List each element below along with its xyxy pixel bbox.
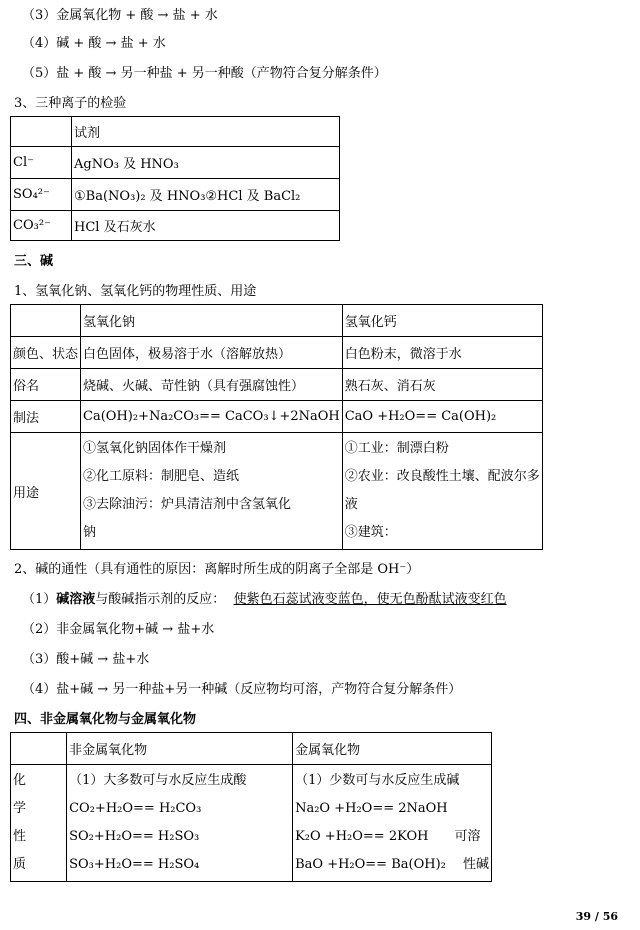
- naoh-name: 烧碱、火碱、苛性钠（具有强腐蚀性）: [81, 369, 343, 401]
- chapter-title-base: 三、碱: [14, 254, 54, 269]
- page-number: 39 / 56: [575, 910, 618, 923]
- caoh-use-line: 液: [344, 497, 358, 512]
- reagent-cl: AgNO₃ 及 HNO₃: [72, 147, 340, 179]
- header-reagent: 试剂: [72, 117, 340, 147]
- base-properties-table: [10, 304, 543, 550]
- general-item-3: （3）酸+碱 → 盐+水: [22, 652, 150, 667]
- bold-term: 碱溶液: [56, 592, 96, 607]
- ion-cl: Cl⁻: [11, 147, 72, 179]
- row-label-prep: 制法: [11, 401, 81, 433]
- section-title-base-props: 1、氢氧化钠、氢氧化钙的物理性质、用途: [14, 284, 257, 299]
- chapter-title-oxide: 四、非金属氧化物与金属氧化物: [14, 712, 197, 727]
- header-naoh: 氢氧化钠: [81, 305, 343, 337]
- caoh-color: 白色粉末，微溶于水: [342, 337, 542, 369]
- reagent-so4: ①Ba(NO₃)₂ 及 HNO₃②HCl 及 BaCl₂: [72, 179, 340, 211]
- section-title-ion-test: 3、三种离子的检验: [14, 96, 127, 111]
- list-item-3: （3）金属氧化物 + 酸 → 盐 + 水: [22, 8, 218, 23]
- row-label-name: 俗名: [11, 369, 81, 401]
- caoh-uses: [342, 433, 542, 550]
- general-item-4: （4）盐+碱 → 另一种盐+另一种碱（反应物均可溶，产物符合复分解条件）: [22, 682, 462, 697]
- caoh-use-line: ①工业：制漂白粉: [344, 441, 449, 456]
- reagent-co3: HCl 及石灰水: [72, 211, 340, 241]
- naoh-use-line: ③去除油污：炉具清洁剂中含氢氧化: [83, 497, 292, 512]
- underlined-answer: 使紫色石蕊试液变蓝色，使无色酚酞试液变红色: [233, 592, 507, 607]
- list-item-5: （5）盐 + 酸 → 另一种盐 + 另一种酸（产物符合复分解条件）: [22, 66, 387, 81]
- header-metal-oxide: 金属氧化物: [293, 733, 492, 765]
- header-nonmetal-oxide: 非金属氧化物: [67, 733, 293, 765]
- nonmetal-oxide-props: （1）大多数可与水反应生成酸 CO₂+H₂O== H₂CO₃ SO₂+H₂O== H₂SO₃ SO₃+H₂O== H₂SO₄: [67, 765, 293, 882]
- header-caoh: 氢氧化钙: [342, 305, 542, 337]
- general-item-2: （2）非金属氧化物+碱 → 盐+水: [22, 622, 215, 637]
- naoh-use-line: ②化工原料：制肥皂、造纸: [83, 469, 240, 484]
- ion-so4: SO₄²⁻: [11, 179, 72, 211]
- row-label-use: 用途: [11, 433, 81, 550]
- naoh-color: 白色固体，极易溶于水（溶解放热）: [81, 337, 343, 369]
- section-title-base-general: 2、碱的通性（具有通性的原因：离解时所生成的阴离子全部是 OH⁻）: [14, 562, 420, 577]
- naoh-use-line: 钠: [83, 525, 97, 540]
- naoh-use-line: ①氢氧化钠固体作干燥剂: [83, 441, 227, 456]
- row-label-chem-props: 化 学 性 质: [11, 765, 67, 882]
- caoh-name: 熟石灰、消石灰: [342, 369, 542, 401]
- caoh-use-line: ③建筑：: [344, 525, 397, 540]
- metal-oxide-props: （1）少数可与水反应生成碱 Na₂O +H₂O== 2NaOH K₂O +H₂O== 2KOH 可溶 BaO +H₂O== Ba(OH)₂ 性碱: [293, 765, 492, 882]
- row-label-color: 颜色、状态: [11, 337, 81, 369]
- caoh-prep: CaO +H₂O== Ca(OH)₂: [342, 401, 542, 433]
- ion-test-table: [10, 116, 340, 241]
- caoh-use-line: ②农业：改良酸性土壤、配波尔多: [344, 469, 540, 484]
- oxide-table: [10, 732, 492, 882]
- naoh-prep: Ca(OH)₂+Na₂CO₃== CaCO₃↓+2NaOH: [81, 401, 343, 433]
- general-item-1: （1）碱溶液与酸碱指示剂的反应： 使紫色石蕊试液变蓝色，使无色酚酞试液变红色: [22, 592, 507, 607]
- naoh-uses: [81, 433, 343, 550]
- ion-co3: CO₃²⁻: [11, 211, 72, 241]
- list-item-4: （4）碱 + 酸 → 盐 + 水: [22, 36, 166, 51]
